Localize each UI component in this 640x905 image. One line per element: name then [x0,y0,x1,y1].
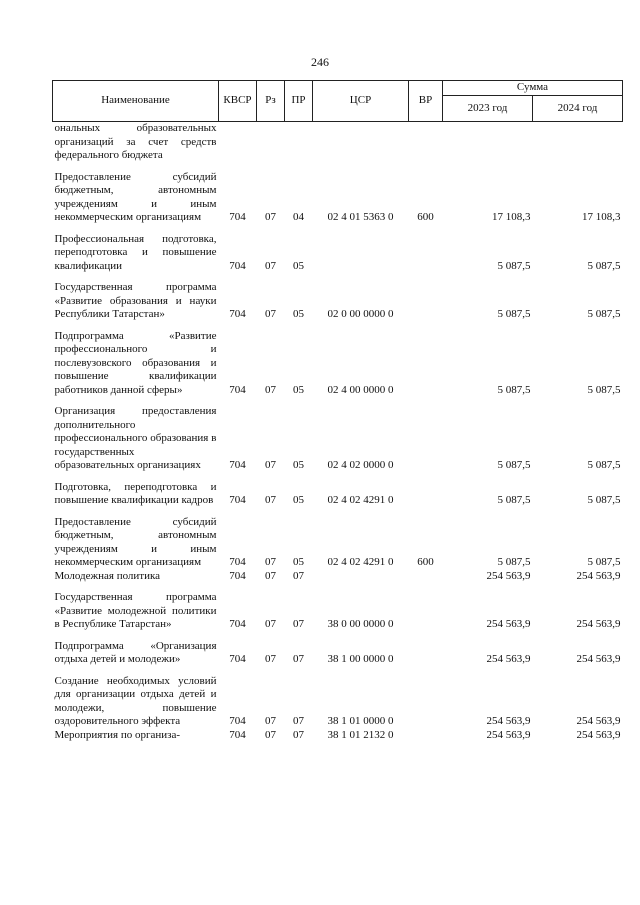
row-kvsr: 704 [229,259,246,272]
row-csr [313,570,409,584]
header-pr: ПР [285,81,313,122]
row-rz: 07 [265,556,276,568]
row-vr [409,729,443,743]
row-rz: 07 [265,459,276,471]
row-pr: 07 [293,653,304,665]
row-kvsr: 704 [229,308,246,320]
table-row [53,122,623,163]
row-kvsr: 704 [229,494,246,506]
row-csr: 38 0 00 0000 0 [327,618,394,630]
table-row [53,397,623,473]
row-sum-2024: 5 087,5 [587,259,621,272]
row-sum-2023: 5 087,5 [497,459,531,471]
row-csr: 02 4 01 5363 0 [327,211,394,223]
row-sum-2023: 5 087,5 [497,494,531,506]
table-row [53,729,623,743]
row-vr [409,583,443,632]
budget-table [52,80,623,742]
row-name: Государственная программа «Развитие молодежной политики в Республике Татарстан» [54,591,217,630]
row-sum-2024: 5 087,5 [587,383,621,396]
row-vr [409,225,443,274]
row-pr: 07 [293,618,304,630]
row-name: Создание необходимых условий для организации отдыха детей и молодежи, повышение оздоровительного эффекта [54,674,217,727]
row-name: Подпрограмма «Организация отдыха детей и молодежи» [54,639,217,665]
row-csr: 38 1 00 0000 0 [327,653,394,665]
row-rz: 07 [265,308,276,320]
row-vr: 600 [417,556,434,568]
table-row [53,163,623,225]
row-sum-2024: 5 087,5 [587,308,621,320]
row-rz: 07 [265,494,276,506]
table-row [53,632,623,667]
table-row [53,322,623,398]
table-row [53,570,623,584]
row-pr: 07 [293,728,304,741]
row-pr: 04 [293,211,304,223]
row-name: Предоставление субсидий бюджетным, автономным учреждениям и иным некоммерческим организациям [54,170,217,223]
row-kvsr: 704 [229,728,246,741]
row-name: Профессиональная подготовка, переподготовка и повышение квалификации [54,232,217,272]
row-sum-2024: 5 087,5 [587,494,621,506]
row-pr: 05 [293,308,304,320]
row-pr: 05 [293,259,304,272]
header-rz: Рз [257,81,285,122]
row-pr [285,122,313,163]
row-kvsr: 704 [229,653,246,665]
row-name: Мероприятия по организа- [54,728,181,741]
row-csr: 02 4 02 4291 0 [327,556,394,568]
row-rz: 07 [265,569,276,582]
row-name: Подпрограмма «Развитие профессионального и послевузовского образования и повышение квалификации работников данной сферы» [54,329,217,396]
row-rz: 07 [265,618,276,630]
row-csr [313,122,409,163]
row-csr: 02 4 00 0000 0 [327,383,394,396]
header-sum: Сумма [443,81,623,96]
row-pr: 05 [293,556,304,568]
table-row [53,225,623,274]
table-row [53,473,623,508]
row-pr: 07 [293,715,304,727]
row-sum-2023: 5 087,5 [497,259,531,272]
row-name: Подготовка, переподготовка и повышение квалификации кадров [54,480,217,506]
row-rz: 07 [265,383,276,396]
row-kvsr: 704 [229,569,246,582]
row-rz: 07 [265,715,276,727]
row-sum-2024: 254 563,9 [576,728,621,741]
row-vr [409,322,443,398]
table-body [53,122,623,743]
row-pr: 05 [293,383,304,396]
row-sum-2023: 17 108,3 [492,211,531,223]
row-sum-2023: 254 563,9 [486,569,531,582]
row-sum-2023: 5 087,5 [497,556,531,568]
row-rz: 07 [265,259,276,272]
row-vr [409,122,443,163]
row-kvsr: 704 [229,556,246,568]
row-name: Организация предоставления дополнительного профессионального образования в государственных образовательных организациях [54,405,217,471]
row-sum-2024: 254 563,9 [576,618,621,630]
row-csr: 02 4 02 0000 0 [327,459,394,471]
row-sum-2023: 254 563,9 [486,618,531,630]
row-csr: 02 0 00 0000 0 [327,308,394,320]
row-rz: 07 [265,211,276,223]
row-kvsr: 704 [229,618,246,630]
header-kvsr: КВСР [219,81,257,122]
row-vr [409,570,443,584]
row-name: Государственная программа «Развитие образования и науки Республики Татарстан» [54,281,217,320]
row-vr [409,473,443,508]
row-name: Молодежная политика [54,569,161,582]
row-sum-2024: 5 087,5 [587,556,621,568]
row-pr: 07 [293,569,304,582]
row-sum-2023: 254 563,9 [486,653,531,665]
row-csr: 02 4 02 4291 0 [327,494,394,506]
row-rz [257,122,285,163]
row-name: Предоставление субсидий бюджетным, автономным учреждениям и иным некоммерческим организациям [54,515,217,568]
row-vr [409,397,443,473]
row-vr [409,667,443,729]
table-row [53,273,623,322]
row-name: ональных образовательных организаций за счет средств федерального бюджета [54,122,217,161]
row-sum-2024 [533,122,623,163]
row-sum-2023: 254 563,9 [486,715,531,727]
row-sum-2024: 254 563,9 [576,653,621,665]
header-2024: 2024 год [533,96,623,122]
row-sum-2024: 17 108,3 [582,211,621,223]
header-name: Наименование [53,81,219,122]
row-sum-2023: 5 087,5 [497,383,531,396]
row-kvsr: 704 [229,459,246,471]
page-number: 246 [311,55,329,69]
row-sum-2023: 254 563,9 [486,728,531,741]
row-kvsr: 704 [229,715,246,727]
row-kvsr: 704 [229,211,246,223]
row-sum-2024: 5 087,5 [587,459,621,471]
row-sum-2024: 254 563,9 [576,715,621,727]
table-header [53,81,623,122]
row-sum-2023: 5 087,5 [497,308,531,320]
row-sum-2023 [443,122,533,163]
row-vr: 600 [417,211,434,223]
row-csr: 38 1 01 0000 0 [327,715,394,727]
row-pr: 05 [293,459,304,471]
table-row [53,583,623,632]
row-kvsr [219,122,257,163]
table-row [53,667,623,729]
row-rz: 07 [265,728,276,741]
row-csr: 38 1 01 2132 0 [327,728,394,741]
row-csr [313,225,409,274]
row-pr: 05 [293,494,304,506]
header-vr: ВР [409,81,443,122]
header-2023: 2023 год [443,96,533,122]
row-vr [409,273,443,322]
row-sum-2024: 254 563,9 [576,569,621,582]
row-rz: 07 [265,653,276,665]
row-kvsr: 704 [229,383,246,396]
table-row [53,508,623,570]
header-csr: ЦСР [313,81,409,122]
row-vr [409,632,443,667]
